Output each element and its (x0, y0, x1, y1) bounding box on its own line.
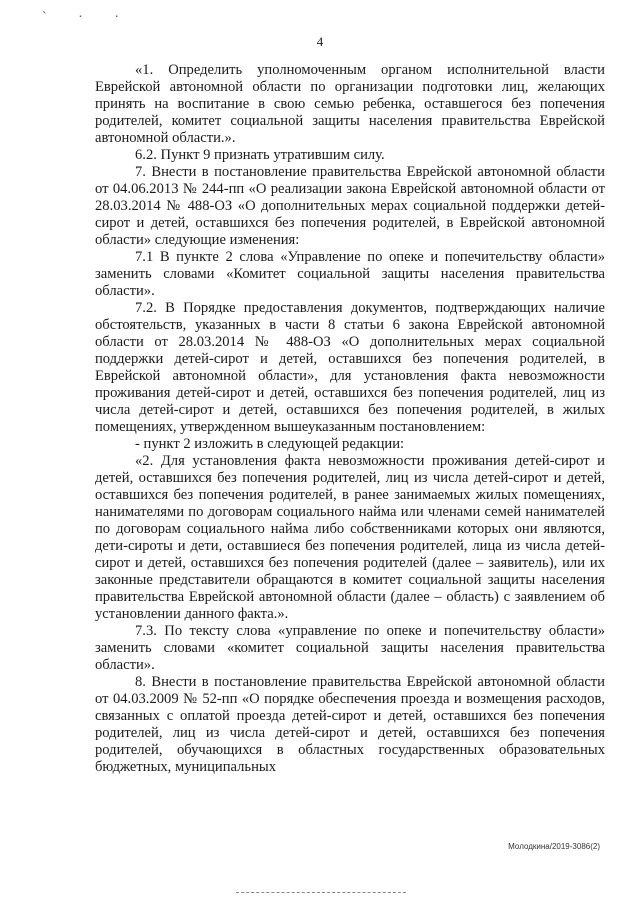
paragraph: 7.2. В Порядке предоставления документов, подтверждающих наличие обстоятельств, указанных в части 8 статьи 6 закона Еврейской автономной области от 28.03.2014 № 488-ОЗ «О дополнительных мерах социальной поддержки детей-сирот и детей, оставшихся без попечения родителей, в Еврейской автономной области», для установления факта невозможности проживания детей-сирот и детей, оставшихся без попечения родителей, лиц из числа детей-сирот и детей, оставшихся без попечения родителей, в жилых помещениях, утвержденном вышеуказанным постановлением: (95, 300, 605, 435)
paragraph: - пункт 2 изложить в следующей редакции: (135, 436, 405, 452)
paragraph: «1. Определить уполномоченным органом исполнительной власти Еврейской автономной области по организации подготовки лиц, желающих принять на воспитание в свою семью ребенка, оставшегося без попечения родителей, комитет социальной защиты населения правительства Еврейской автономной области.». (95, 62, 605, 146)
page-number: 4 (316, 34, 324, 49)
paragraph: 7.1 В пункте 2 слова «Управление по опеке и попечительству области» заменить словами «Комитет социальной защиты населения правительства области». (95, 249, 605, 299)
paragraph: 6.2. Пункт 9 признать утратившим силу. (135, 147, 385, 163)
document-code: Молодкина/2019-3086(2) (508, 842, 600, 851)
scan-artifact-dots: ` · · (42, 10, 133, 25)
scan-bottom-mark (236, 892, 406, 893)
paragraph: «2. Для установления факта невозможности проживания детей-сирот и детей, оставшихся без попечения родителей, лиц из числа детей-сирот и детей, оставшихся без попечения родителей, в ранее занимаемых жилых помещениях, нанимателями по договорам социального найма или членами семей нанимателей по договорам социального найма либо собственниками которых они являются, дети-сироты и дети, оставшиеся без попечения родителей, лица из числа детей-сирот и детей, оставшихся без попечения родителей (далее – заявитель), или их законные представители обращаются в комитет социальной защиты населения правительства Еврейской автономной области (далее – область) с заявлением об установлении данного факта.». (95, 453, 605, 622)
paragraph: 7. Внести в постановление правительства Еврейской автономной области от 04.06.2013 № 244-пп «О реализации закона Еврейской автономной области от 28.03.2014 № 488-ОЗ «О дополнительных мерах социальной поддержки детей-сирот и детей, оставшихся без попечения родителей, в Еврейской автономной области» следующие изменения: (95, 164, 605, 248)
paragraph: 7.3. По тексту слова «управление по опеке и попечительству области» заменить словами «комитет социальной защиты населения правительства области». (95, 623, 605, 673)
paragraph: 8. Внести в постановление правительства Еврейской автономной области от 04.03.2009 № 52-пп «О порядке обеспечения проезда и возмещения расходов, связанных с оплатой проезда детей-сирот и детей, оставшихся без попечения родителей, лиц из числа детей-сирот и детей, оставшихся без попечения родителей, обучающихся в областных государственных образовательных бюджетных, муниципальных (95, 674, 605, 775)
document-body (95, 62, 605, 776)
